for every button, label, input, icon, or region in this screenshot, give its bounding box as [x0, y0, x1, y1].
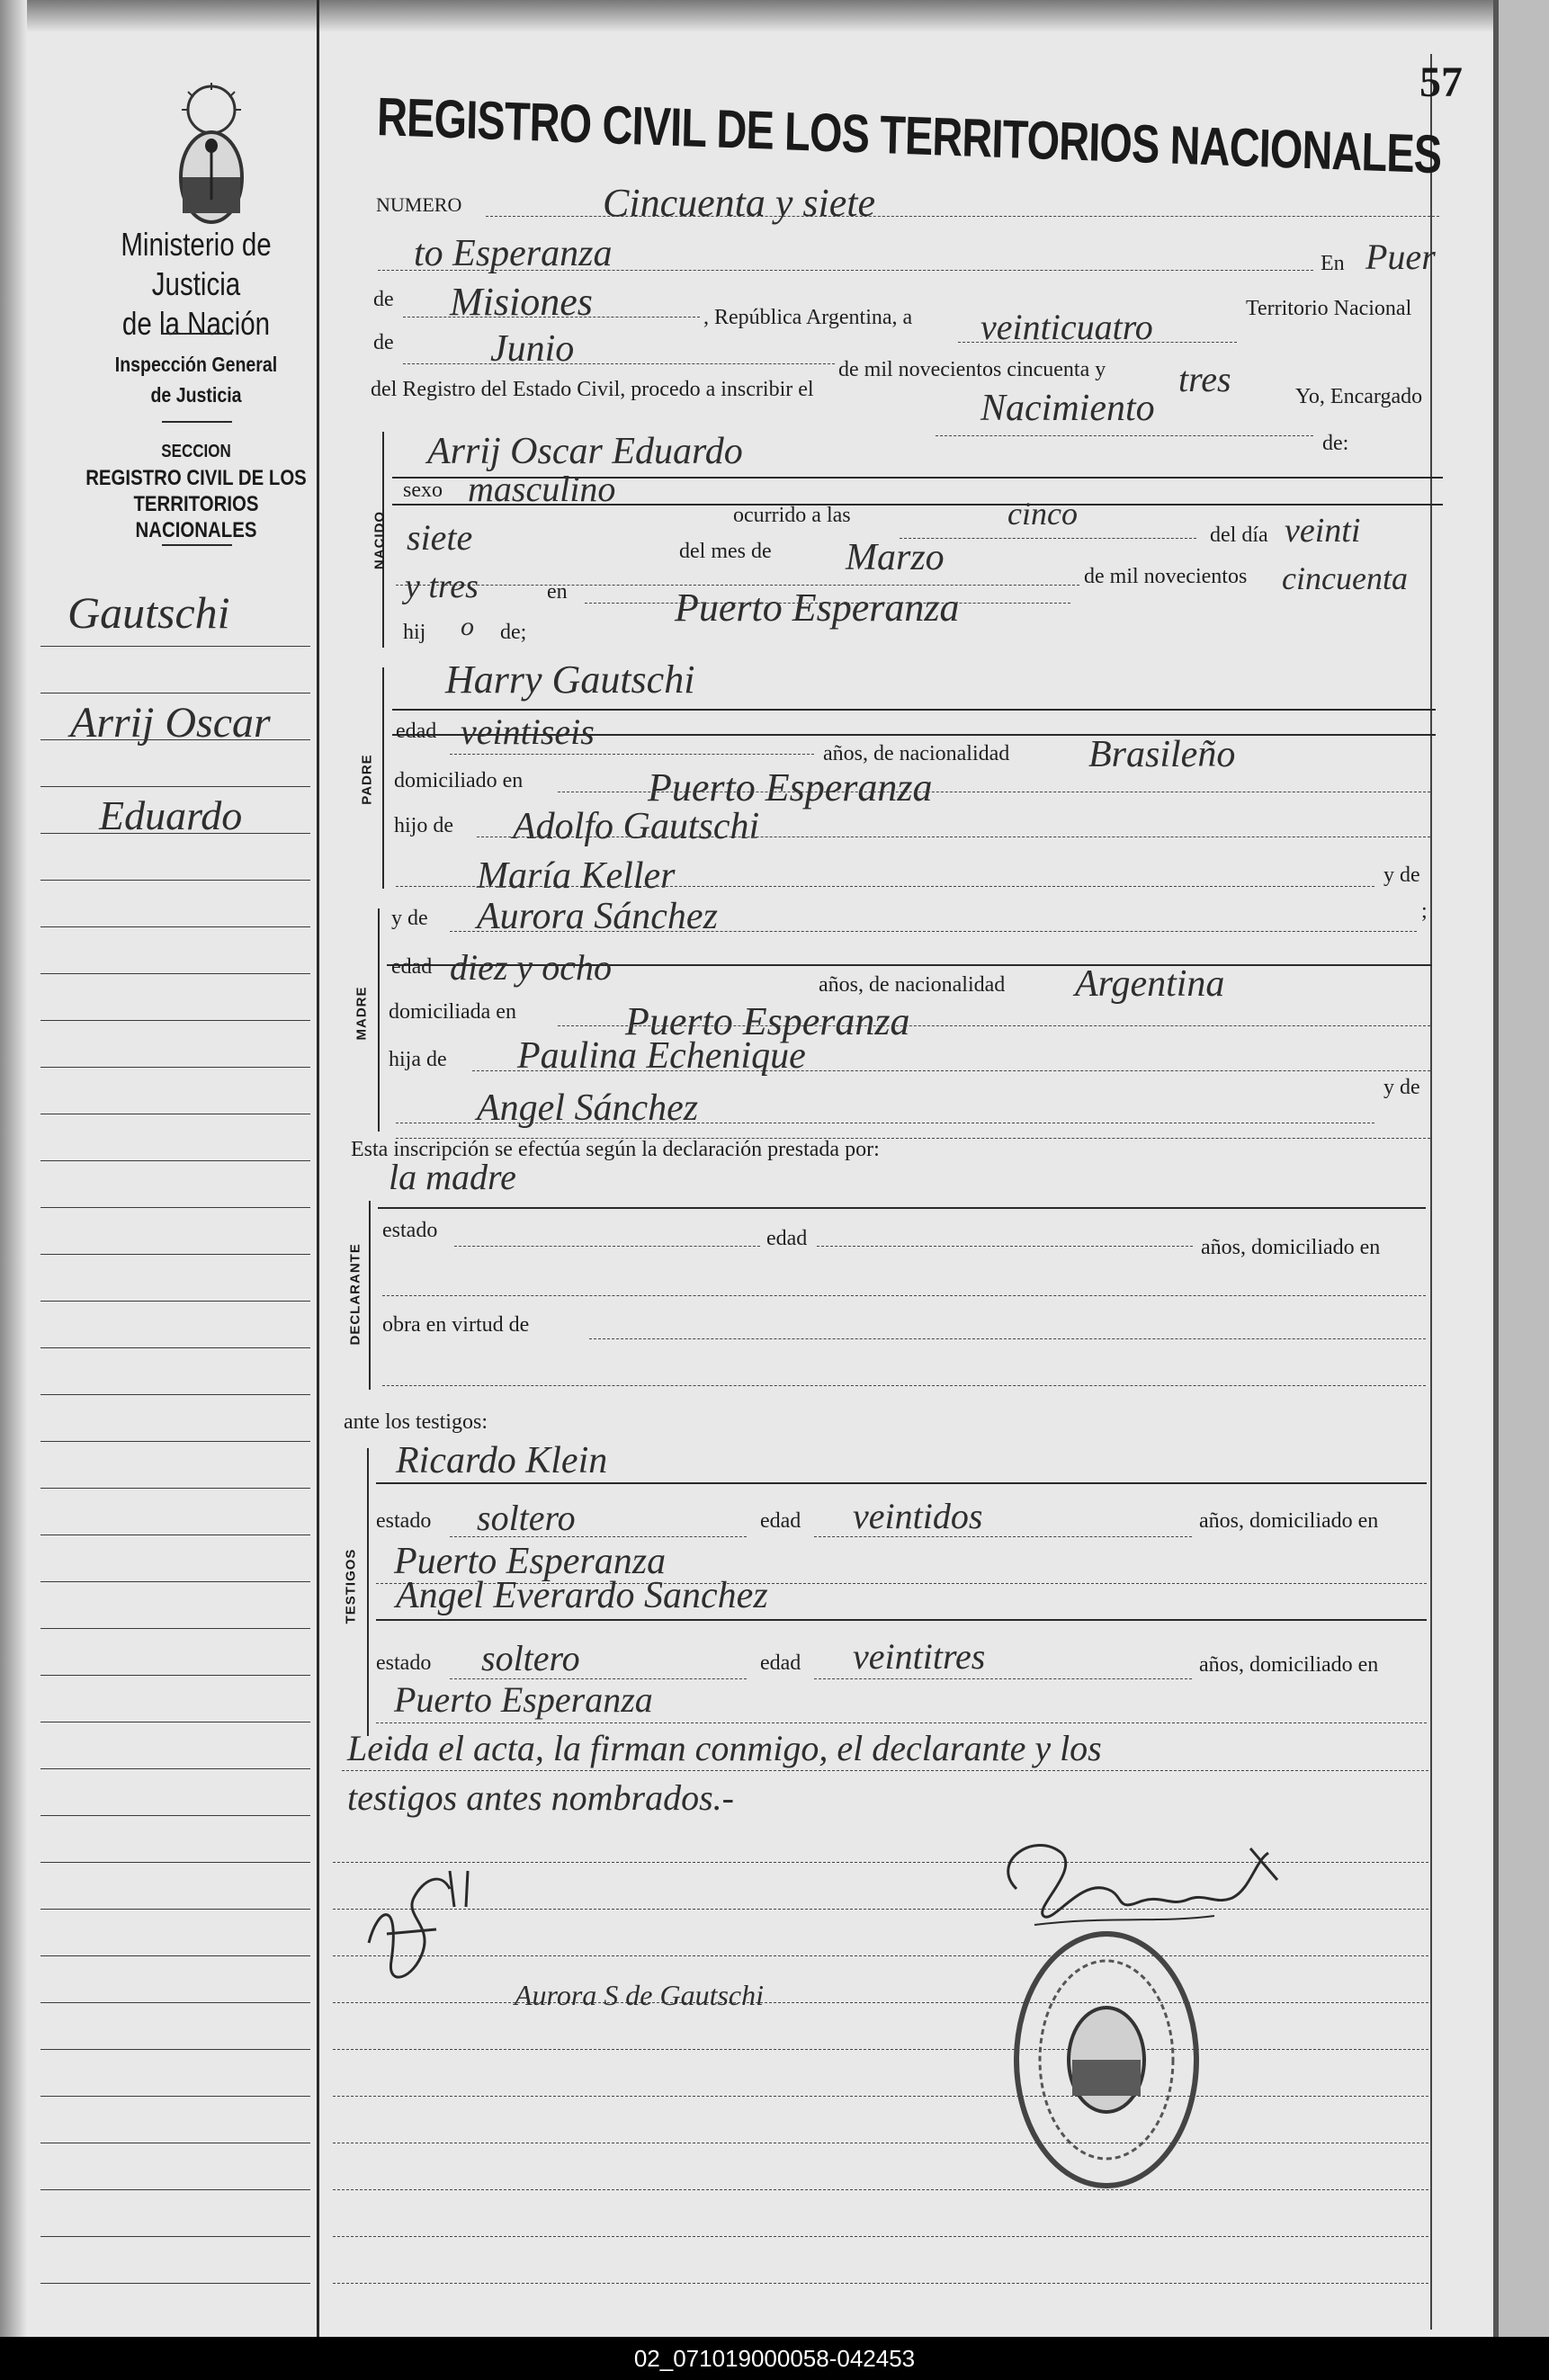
dotted-line: [958, 342, 1237, 343]
label-estado-declarante: estado: [382, 1219, 438, 1242]
entry-padre-domicilio: Puerto Esperanza: [648, 765, 933, 810]
next-page-edge: [1493, 0, 1549, 2337]
dotted-line: [589, 1338, 1426, 1339]
entry-territorio: Misiones: [450, 280, 593, 324]
margin-ruled-line: [40, 1581, 310, 1582]
entry-testigo1: Ricardo Klein: [396, 1440, 608, 1481]
margin-ruled-line: [40, 2189, 310, 2190]
footer-id: 02_071019000058-042453: [0, 2337, 1549, 2380]
dotted-line: [403, 363, 835, 364]
dotted-line: [333, 2002, 1428, 2003]
margin-ruled-line: [40, 1441, 310, 1442]
section-label-declarante: DECLARANTE: [347, 1243, 363, 1346]
entry-mes: Junio: [490, 328, 575, 370]
margin-ruled-line: [40, 1207, 310, 1208]
margin-ruled-line: [40, 973, 310, 974]
margin-ruled-line: [40, 1534, 310, 1535]
label-republica: , República Argentina, a: [703, 306, 913, 329]
dotted-line: [333, 2236, 1428, 2237]
label-edad-madre: edad: [391, 955, 433, 979]
margin-ruled-line: [40, 1955, 310, 1956]
margin-ruled-line: [40, 1909, 310, 1910]
dotted-line: [450, 1536, 747, 1537]
margin-names-line2: Eduardo: [99, 792, 243, 838]
margin-ruled-line: [40, 646, 310, 647]
dotted-line: [450, 931, 1417, 932]
label-y-de-madre-2: y de: [1383, 1076, 1420, 1099]
entry-abuelo-paterno: Adolfo Gautschi: [513, 806, 760, 847]
margin-ruled-line: [40, 739, 310, 740]
margin-ruled-line: [40, 2002, 310, 2003]
label-y-de-madre: y de: [391, 907, 428, 930]
scan-left-shadow: [0, 0, 27, 2337]
entry-declarante: la madre: [389, 1157, 516, 1197]
section-label-padre: PADRE: [359, 754, 375, 805]
margin-names-line1: Arrij Oscar: [70, 699, 271, 747]
dotted-line: [585, 603, 1070, 604]
label-hija-de: hija de: [389, 1048, 447, 1071]
entry-numero: Cincuenta y siete: [603, 181, 876, 225]
label-edad-testigo2: edad: [760, 1651, 801, 1675]
entry-locality-end: Puer: [1365, 237, 1436, 277]
dotted-line: [817, 1246, 1193, 1247]
margin-ruled-line: [40, 786, 310, 787]
official-seal-stamp: [1007, 1925, 1205, 2195]
entry-minutos: siete: [407, 517, 473, 558]
side-rule: [162, 333, 232, 335]
label-yo-encargado: Yo, Encargado: [1295, 385, 1423, 408]
ministry-heading: Ministerio de Justicia de la Nación: [121, 226, 272, 342]
label-numero: NUMERO: [376, 193, 462, 216]
entry-padre-edad: veintiseis: [461, 711, 595, 752]
label-hijo-de: de;: [500, 621, 527, 644]
entry-dia: veinticuatro: [980, 307, 1153, 347]
entry-testigo2-domicilio: Puerto Esperanza: [394, 1679, 653, 1720]
dotted-line: [333, 2189, 1428, 2190]
section-label-testigos: TESTIGOS: [343, 1548, 359, 1624]
margin-ruled-line: [40, 1301, 310, 1302]
side-rule: [162, 421, 232, 423]
bracket-padre: [382, 667, 384, 889]
dotted-line: [333, 1955, 1428, 1956]
entry-abuelo-materno: Angel Sánchez: [477, 1087, 699, 1129]
margin-ruled-line: [40, 1862, 310, 1863]
label-anos-nacionalidad-madre: años, de nacionalidad: [819, 973, 1006, 997]
margin-ruled-line: [40, 1675, 310, 1676]
label-anos-domiciliado-testigo1: años, domiciliado en: [1199, 1509, 1379, 1533]
rule: [376, 1619, 1427, 1621]
label-estado-testigo1: estado: [376, 1509, 432, 1533]
label-de: de: [373, 288, 394, 311]
label-mil-novecientos-2: de mil novecientos: [1084, 565, 1248, 588]
entry-madre-domicilio: Puerto Esperanza: [625, 999, 910, 1043]
section-label-madre: MADRE: [354, 986, 370, 1041]
margin-ruled-line: [40, 2096, 310, 2097]
margin-ruled-line: [40, 1347, 310, 1348]
margin-ruled-line: [40, 2049, 310, 2050]
entry-testigo2: Angel Everardo Sanchez: [396, 1575, 768, 1616]
label-anos-nacionalidad: años, de nacionalidad: [823, 742, 1010, 765]
label-mil-novecientos: de mil novecientos cincuenta y: [838, 358, 1106, 381]
margin-ruled-line: [40, 1768, 310, 1769]
entry-cierre-1: Leida el acta, la firman conmigo, el declarante y los: [347, 1728, 1102, 1768]
label-ocurrido: ocurrido a las: [733, 504, 851, 527]
entry-testigo1-estado: soltero: [477, 1498, 576, 1538]
entry-dia-nac-2: y tres: [405, 568, 479, 605]
entry-padre-nac: Brasileño: [1088, 734, 1236, 775]
form-title: REGISTRO CIVIL DE LOS TERRITORIOS NACIONALES: [376, 85, 1442, 185]
margin-ruled-line: [40, 1160, 310, 1161]
entry-sexo: masculino: [468, 469, 616, 509]
dotted-line: [936, 435, 1313, 436]
bracket-madre: [378, 908, 380, 1132]
dotted-line: [378, 270, 1313, 271]
entry-locality-start: to Esperanza: [414, 233, 613, 274]
declarant-signature: Aurora S de Gautschi: [515, 1979, 765, 2011]
label-edad-testigo1: edad: [760, 1509, 801, 1533]
entry-madre-nac: Argentina: [1075, 963, 1225, 1005]
label-de-2: de: [373, 331, 394, 354]
entry-hora: cinco: [1007, 496, 1078, 532]
section-heading: SECCION REGISTRO CIVIL DE LOS TERRITORIOS NACIONALES: [85, 442, 307, 542]
entry-cierre-2: testigos antes nombrados.-: [347, 1777, 734, 1818]
margin-ruled-line: [40, 880, 310, 881]
bracket-testigos: [367, 1448, 369, 1736]
entry-padre: Harry Gautschi: [445, 658, 695, 702]
label-domiciliado: domiciliado en: [394, 769, 524, 792]
dotted-line: [558, 1025, 1430, 1026]
dotted-line: [454, 1246, 760, 1247]
entry-madre-edad: diez y ocho: [450, 947, 612, 988]
label-anos-domiciliado-testigo2: años, domiciliado en: [1199, 1653, 1379, 1677]
dotted-line: [814, 1536, 1192, 1537]
label-inscripcion: Esta inscripción se efectúa según la declaración prestada por:: [351, 1138, 880, 1161]
dotted-line: [382, 1385, 1426, 1386]
entry-abuela-materna: Paulina Echenique: [517, 1035, 806, 1077]
entry-anio-nac: cincuenta: [1282, 560, 1408, 596]
bracket-declarante: [369, 1201, 371, 1390]
label-estado-testigo2: estado: [376, 1651, 432, 1675]
margin-ruled-line: [40, 1628, 310, 1629]
label-edad-declarante: edad: [766, 1227, 808, 1250]
dotted-line: [814, 1678, 1192, 1679]
margin-ruled-line: [40, 1815, 310, 1816]
margin-ruled-line: [40, 926, 310, 927]
label-en-2: en: [547, 580, 568, 604]
label-domiciliada: domiciliada en: [389, 1000, 516, 1024]
inspection-heading: Inspección General de Justicia: [114, 353, 278, 407]
entry-testigo2-edad: veintitres: [853, 1636, 986, 1677]
column-divider: [317, 0, 319, 2337]
dotted-line: [333, 2049, 1428, 2050]
label-ante-testigos: ante los testigos:: [344, 1410, 488, 1434]
label-obra: obra en virtud de: [382, 1313, 530, 1337]
label-del-mes: del mes de: [679, 540, 772, 563]
dotted-line: [396, 886, 1374, 887]
margin-ruled-line: [40, 1020, 310, 1021]
entry-lugar-nac: Puerto Esperanza: [675, 586, 960, 630]
witness-signature: [351, 1853, 495, 2006]
scan-top-shadow: [0, 0, 1549, 32]
label-del-dia: del día: [1210, 523, 1268, 547]
label-en: En: [1321, 252, 1345, 275]
rule: [376, 1482, 1427, 1484]
margin-ruled-line: [40, 1394, 310, 1395]
dotted-line: [472, 1070, 1430, 1071]
dotted-line: [376, 1722, 1427, 1723]
label-anos-domiciliado-declarante: años, domiciliado en: [1201, 1236, 1381, 1259]
margin-ruled-line: [40, 2236, 310, 2237]
entry-testigo1-domicilio: Puerto Esperanza: [394, 1541, 667, 1582]
label-edad: edad: [396, 720, 437, 743]
dotted-line: [382, 1295, 1426, 1296]
entry-testigo2-estado: soltero: [481, 1638, 580, 1678]
margin-surname: Gautschi: [67, 587, 230, 638]
dotted-line: [342, 1770, 1428, 1771]
entry-acto: Nacimiento: [980, 388, 1155, 429]
entry-mes-nac: Marzo: [846, 537, 945, 578]
dotted-line: [333, 2096, 1428, 2097]
entry-madre: Aurora Sánchez: [477, 896, 718, 937]
label-territorio: Territorio Nacional: [1246, 297, 1412, 320]
coat-of-arms-icon: [169, 83, 254, 236]
margin-ruled-line: [40, 1254, 310, 1255]
margin-ruled-line: [40, 833, 310, 834]
label-hijo-de-padre: hijo de: [394, 814, 453, 837]
entry-dia-nac-1: veinti: [1285, 512, 1361, 550]
page-number: 57: [1419, 58, 1463, 106]
entry-nombre: Arrij Oscar Eduardo: [427, 431, 743, 472]
entry-abuela-paterna: María Keller: [477, 855, 676, 897]
margin-ruled-line: [40, 1067, 310, 1068]
label-y-de-padre: y de: [1383, 863, 1420, 887]
side-rule: [162, 544, 232, 546]
section-label-nacido: NACIDO: [372, 510, 388, 570]
dotted-line: [450, 754, 814, 755]
label-registro: del Registro del Estado Civil, procedo a inscribir el: [371, 378, 814, 401]
entry-testigo1-edad: veintidos: [853, 1496, 983, 1536]
entry-anio: tres: [1178, 359, 1231, 399]
label-de-colon: de:: [1322, 432, 1349, 455]
entry-hijo-suffix: o: [461, 612, 474, 641]
margin-ruled-line: [40, 2283, 310, 2284]
right-margin-line: [1430, 54, 1432, 2330]
label-sexo: sexo: [403, 479, 443, 502]
dotted-line: [333, 2283, 1428, 2284]
rule: [378, 1207, 1426, 1209]
label-hij: hij: [403, 621, 426, 644]
margin-ruled-line: [40, 1488, 310, 1489]
semicolon: ;: [1421, 899, 1428, 923]
